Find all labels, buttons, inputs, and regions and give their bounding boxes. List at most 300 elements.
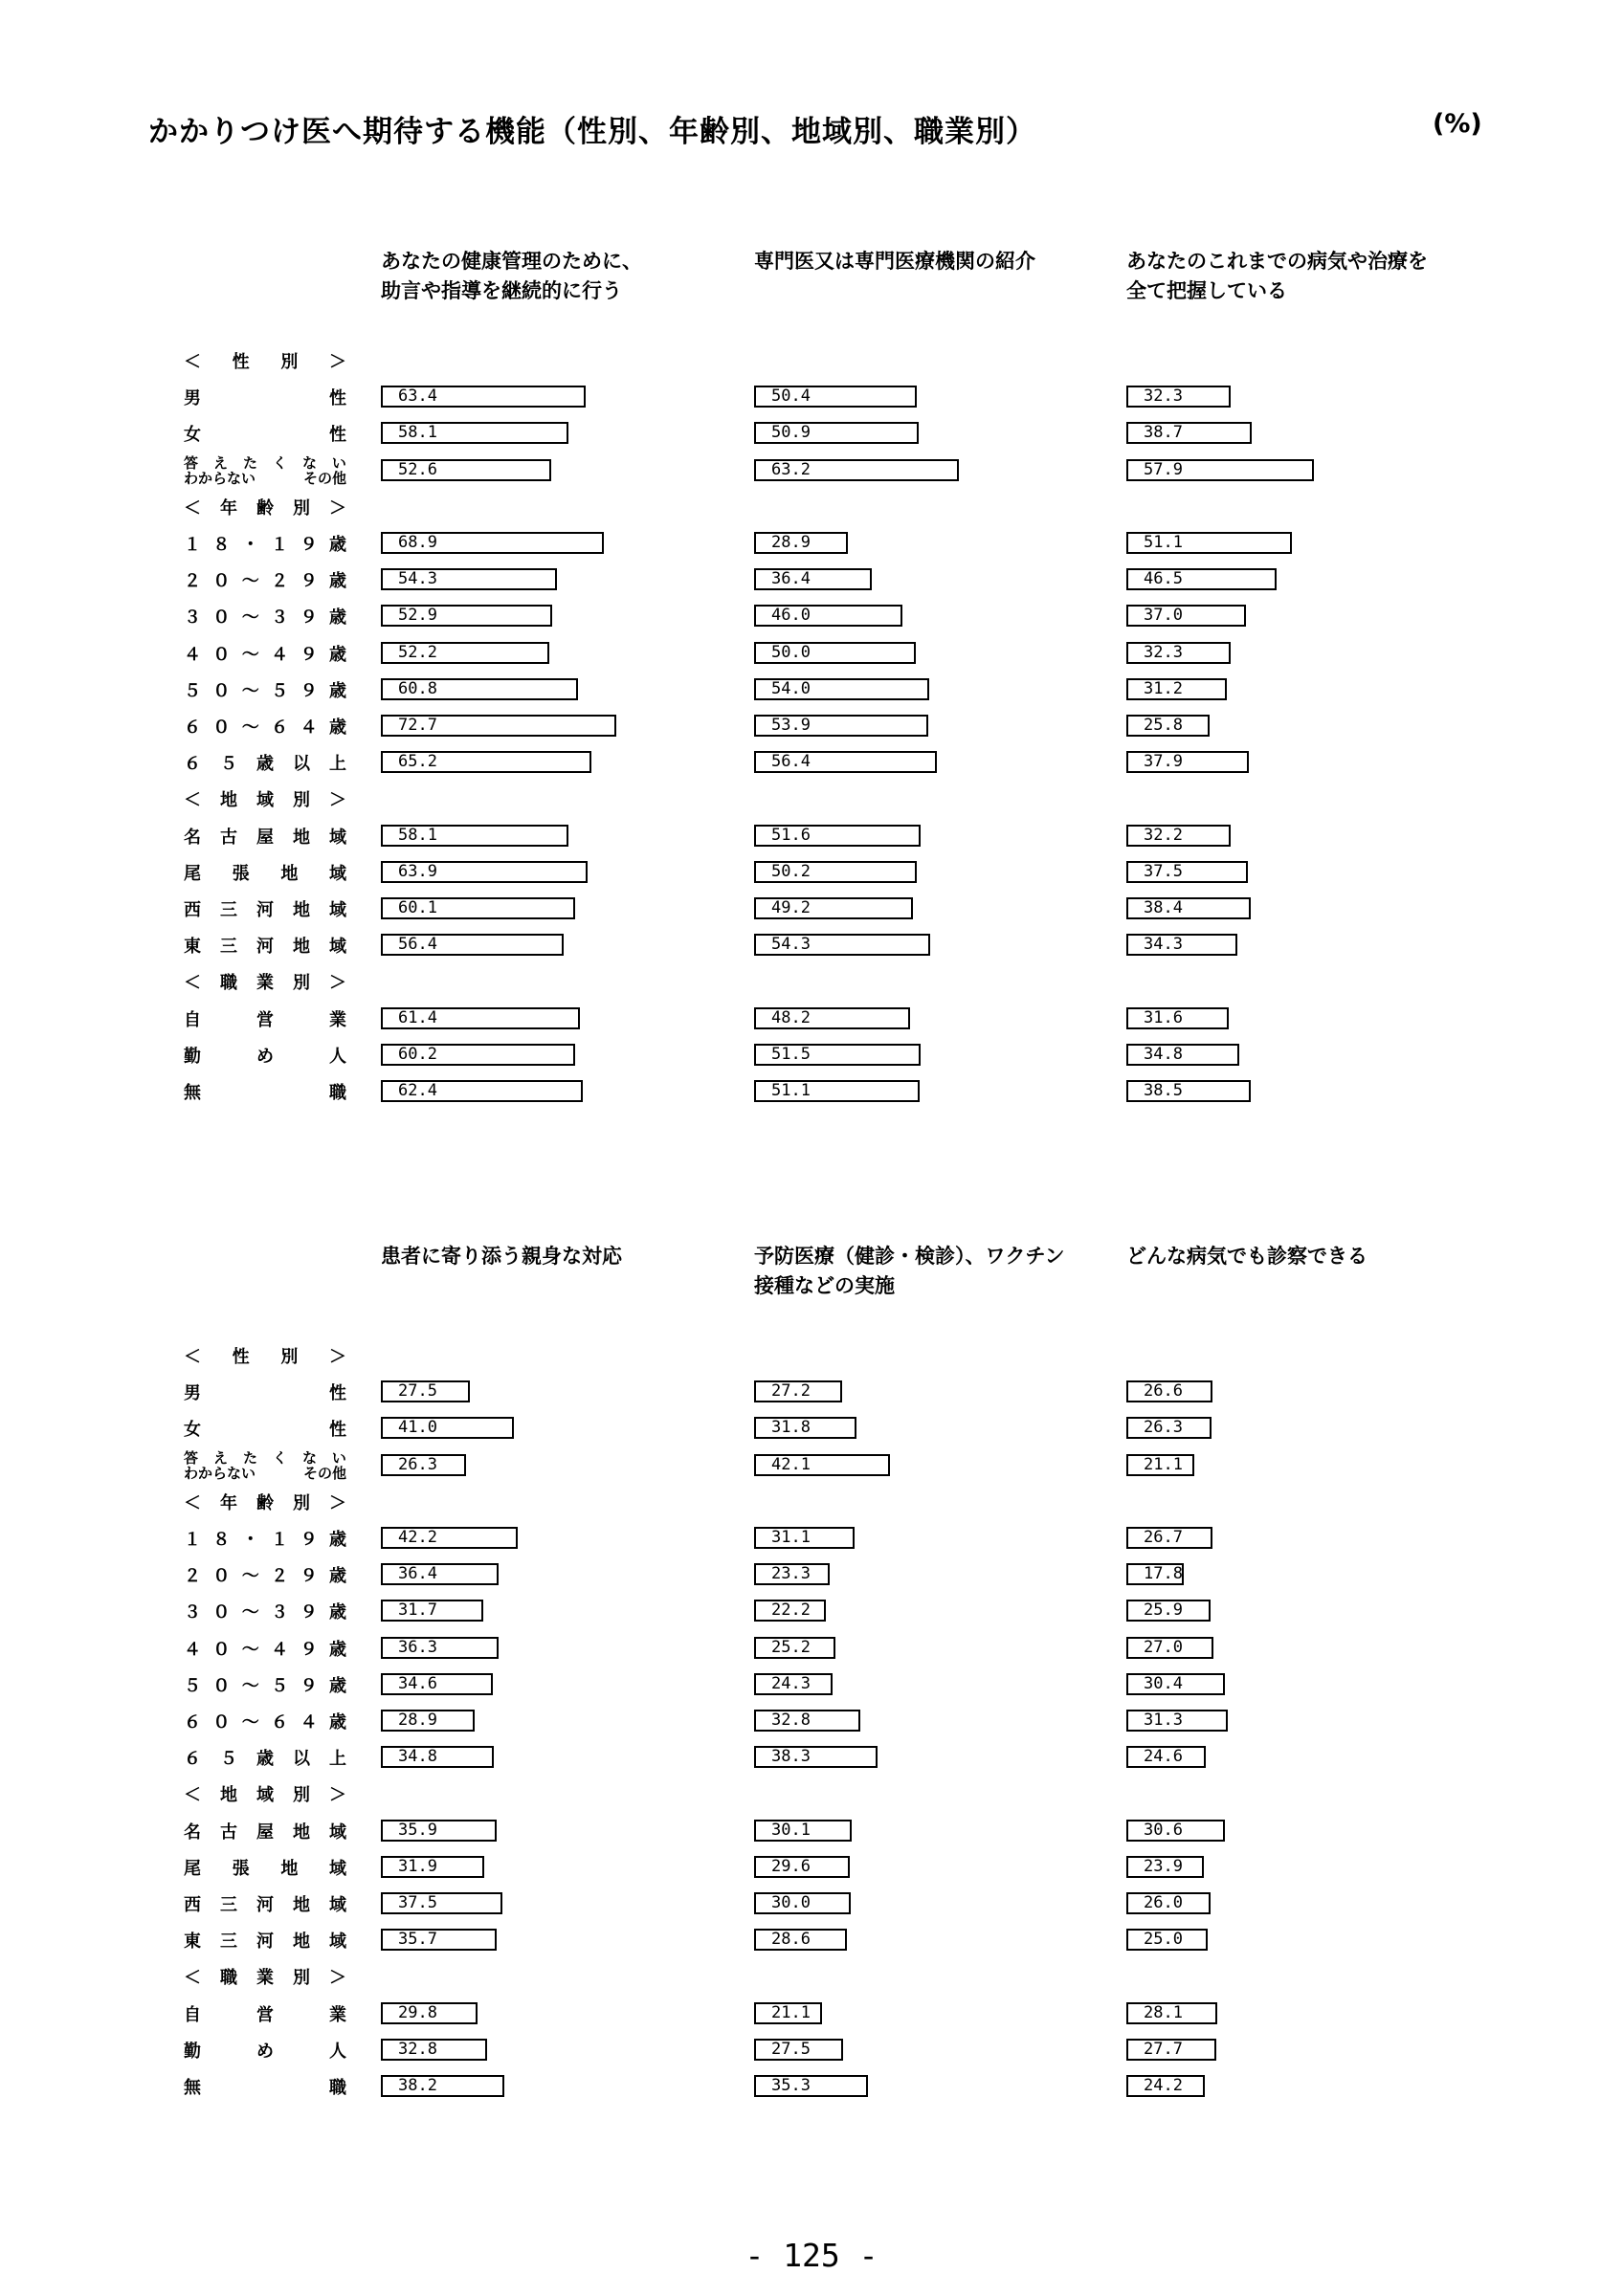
label-char: 三	[220, 1932, 237, 1953]
label-char: 地	[293, 1932, 310, 1953]
label-char: ＜	[184, 1492, 201, 1513]
bar	[754, 861, 917, 883]
bar	[381, 1417, 514, 1439]
label-char: 歳	[256, 754, 274, 775]
label-char: 歳	[328, 680, 346, 701]
bar-value: 63.4	[398, 386, 437, 407]
bar-value: 56.4	[398, 935, 437, 955]
bar-value: 28.9	[398, 1711, 437, 1730]
label-char: 張	[232, 863, 250, 884]
bar-value: 51.1	[771, 1081, 811, 1100]
bar	[754, 1892, 851, 1914]
bar	[1126, 1892, 1211, 1914]
label-char: ５	[271, 680, 289, 701]
bar-value: 32.2	[1144, 825, 1183, 845]
data-row	[0, 2032, 1623, 2068]
bar-value: 24.6	[1144, 1747, 1183, 1767]
label-char: 性	[329, 1420, 346, 1441]
bar-value: 48.2	[771, 1007, 811, 1027]
bar-value: 60.2	[398, 1044, 437, 1064]
bar-value: 63.2	[771, 459, 811, 479]
bar	[381, 1563, 499, 1585]
bar-value: 31.7	[398, 1601, 437, 1621]
data-row	[0, 1447, 1623, 1484]
label-char: 上	[329, 1749, 346, 1770]
bar	[1126, 1380, 1212, 1402]
label-char: ９	[300, 607, 318, 629]
label-char: 営	[256, 1009, 274, 1030]
bar	[381, 1007, 580, 1029]
label-char: ５	[184, 680, 201, 701]
label-char: 性	[329, 1383, 346, 1404]
label-char: 西	[184, 900, 201, 920]
label-char: ６	[184, 1712, 201, 1733]
label-char: 地	[293, 827, 310, 848]
bar	[1126, 1417, 1212, 1439]
bar	[381, 1454, 466, 1476]
label-char: ２	[184, 1566, 201, 1587]
row-label	[184, 933, 346, 958]
bar	[1126, 751, 1249, 773]
row-label	[184, 1855, 346, 1880]
label-char: ６	[184, 1749, 201, 1770]
bar	[381, 715, 616, 737]
bar	[754, 1929, 847, 1951]
row-label	[184, 604, 346, 629]
label-char: ４	[271, 1639, 289, 1660]
bar	[381, 1892, 502, 1914]
data-row	[0, 1849, 1623, 1886]
label-char: ０	[212, 571, 231, 592]
bar-value: 26.7	[1144, 1528, 1183, 1547]
bar-value: 28.9	[771, 533, 811, 552]
bar-value: 31.9	[398, 1856, 437, 1876]
group-label	[184, 1781, 346, 1806]
row-label	[184, 1416, 346, 1441]
bar	[1126, 459, 1314, 481]
bar	[381, 825, 568, 847]
bar	[1126, 642, 1231, 664]
label-char: 自	[184, 2004, 201, 2025]
label-char: ３	[271, 1602, 289, 1623]
label-char: 女	[184, 1420, 201, 1441]
bar-value: 38.5	[1144, 1081, 1183, 1100]
label-char: 地	[293, 937, 310, 958]
label-char: 歳	[328, 571, 346, 592]
label-char: ０	[212, 718, 231, 738]
bar	[381, 934, 564, 956]
bar-value: 54.0	[771, 678, 811, 698]
bar-value: 24.3	[771, 1673, 811, 1693]
label-char: な	[301, 453, 317, 472]
label-char: ９	[300, 644, 318, 665]
data-row	[0, 1922, 1623, 1958]
label-char: 尾	[184, 1858, 201, 1879]
label-char: 域	[329, 1895, 346, 1915]
bar-value: 26.3	[1144, 1418, 1183, 1438]
series-header	[381, 247, 642, 306]
label-char: 歳	[328, 1639, 346, 1660]
bar-value: 63.9	[398, 861, 437, 881]
series-header	[754, 247, 1035, 276]
label-char: 域	[329, 1932, 346, 1953]
label-char: 名	[184, 827, 201, 848]
bar-value: 26.6	[1144, 1381, 1183, 1402]
data-row	[0, 1667, 1623, 1703]
label-char: た	[242, 453, 257, 472]
row-label	[184, 1043, 346, 1068]
series-header-line: 接種などの実施	[754, 1274, 895, 1297]
label-char: ０	[212, 1639, 231, 1660]
label-char: １	[271, 535, 289, 555]
label-char: 自	[184, 1009, 201, 1030]
label-char: ６	[271, 1712, 289, 1733]
label-char: く	[272, 1448, 287, 1467]
row-label	[184, 1079, 346, 1104]
bar-value: 46.5	[1144, 569, 1183, 589]
group-label	[184, 1343, 346, 1368]
label-char: ０	[212, 1566, 231, 1587]
label-char: ５	[271, 1675, 289, 1696]
bar	[754, 1820, 852, 1842]
bar-value: 30.0	[771, 1893, 811, 1912]
bar	[1126, 2039, 1216, 2061]
bar-value: 32.3	[1144, 386, 1183, 407]
bar	[1126, 1710, 1228, 1732]
data-row	[0, 1886, 1623, 1922]
label-char: ９	[300, 1566, 318, 1587]
group-label	[184, 1490, 346, 1514]
label-char: 地	[220, 790, 237, 811]
bar-value: 31.1	[771, 1528, 811, 1547]
label-char: 域	[328, 863, 346, 884]
bar-value: 50.4	[771, 386, 811, 407]
data-row	[0, 525, 1623, 562]
label-char: 地	[280, 1858, 299, 1879]
data-row	[0, 1630, 1623, 1667]
bar	[381, 1673, 493, 1695]
data-row	[0, 415, 1623, 452]
label-char: 性	[232, 1347, 250, 1367]
bar	[754, 1527, 855, 1549]
label-char: ３	[184, 1602, 201, 1623]
series-header-line: 助言や指導を継続的に行う	[381, 279, 622, 302]
label-char: ２	[271, 571, 289, 592]
bar-value: 27.7	[1144, 2039, 1183, 2059]
label-char: ４	[300, 718, 318, 738]
label-char: 古	[220, 827, 237, 848]
bar	[381, 532, 604, 554]
label-char: ０	[212, 1712, 231, 1733]
bar-value: 62.4	[398, 1081, 437, 1100]
group-label	[184, 495, 346, 519]
data-row	[0, 453, 1623, 489]
label-char: 屋	[256, 827, 274, 848]
bar-value: 61.4	[398, 1007, 437, 1027]
label-char: 業	[329, 1009, 346, 1030]
label-char: 性	[232, 352, 250, 372]
bar-value: 36.4	[771, 569, 811, 589]
bar-value: 26.3	[398, 1454, 437, 1474]
label-char: ５	[184, 1675, 201, 1696]
label-char: 域	[256, 1785, 274, 1806]
data-row	[0, 598, 1623, 634]
bar	[1126, 715, 1210, 737]
label-char: 域	[328, 1858, 346, 1879]
label-char: ６	[271, 718, 289, 738]
bar-value: 34.8	[398, 1747, 437, 1767]
bar	[381, 751, 591, 773]
data-row	[0, 1410, 1623, 1446]
bar-value: 41.0	[398, 1418, 437, 1438]
bar	[381, 1746, 494, 1768]
row-label	[184, 1672, 346, 1697]
label-char: ９	[300, 571, 318, 592]
label-char: ８	[212, 1530, 231, 1550]
bar-value: 54.3	[771, 935, 811, 955]
row-label	[184, 421, 346, 446]
label-char: 男	[184, 388, 201, 409]
bar	[754, 1080, 920, 1102]
bar-value: 57.9	[1144, 459, 1183, 479]
bar	[381, 1820, 497, 1842]
label-char: わからない	[184, 1464, 256, 1482]
chart-panel-2	[0, 1234, 1623, 2114]
bar-value: 27.5	[771, 2039, 811, 2059]
label-char: 年	[220, 497, 237, 519]
label-char: 域	[329, 937, 346, 958]
bar-value: 50.2	[771, 861, 811, 881]
label-char: 男	[184, 1383, 201, 1404]
bar	[754, 825, 921, 847]
row-label	[184, 1928, 346, 1953]
label-char: 業	[256, 973, 274, 994]
bar-value: 27.0	[1144, 1637, 1183, 1657]
label-char: その他	[302, 1464, 346, 1482]
label-char: 地	[280, 863, 299, 884]
label-char: 性	[329, 425, 346, 446]
label-char: ６	[184, 754, 201, 775]
bar-value: 29.6	[771, 1856, 811, 1876]
label-char: ２	[184, 571, 201, 592]
label-char: え	[212, 453, 228, 472]
data-row	[0, 1073, 1623, 1110]
bar	[754, 605, 902, 627]
series-header-line: どんな病気でも診察できる	[1126, 1245, 1367, 1268]
bar-value: 51.5	[771, 1044, 811, 1064]
bar-value: 42.2	[398, 1528, 437, 1547]
group-header-row	[0, 489, 1623, 525]
group-header-row	[0, 781, 1623, 817]
label-char: 張	[232, 1858, 250, 1879]
row-label	[184, 896, 346, 921]
bar	[1126, 825, 1231, 847]
bar	[754, 715, 928, 737]
bar	[381, 2039, 487, 2061]
row-label	[184, 1819, 346, 1843]
bar-value: 36.4	[398, 1564, 437, 1584]
row-label-line	[184, 1466, 346, 1481]
label-char: 地	[293, 900, 310, 920]
series-header-line: 専門医又は専門医療機関の紹介	[754, 250, 1035, 273]
bar-value: 38.3	[771, 1747, 811, 1767]
data-row	[0, 1996, 1623, 2032]
label-char: ３	[184, 607, 201, 629]
bar-value: 31.8	[771, 1418, 811, 1438]
label-char: 年	[220, 1492, 237, 1513]
label-char: 三	[220, 937, 237, 958]
label-char: ９	[300, 1530, 318, 1550]
data-row	[0, 1813, 1623, 1849]
bar-value: 72.7	[398, 716, 437, 735]
bar-value: 56.4	[771, 752, 811, 772]
row-label	[184, 567, 346, 592]
bar-value: 60.8	[398, 678, 437, 698]
bar	[1126, 386, 1231, 408]
data-row	[0, 891, 1623, 927]
bar	[1126, 1856, 1204, 1878]
label-char: ＞	[329, 497, 346, 519]
bar	[754, 1746, 878, 1768]
series-header-line: 全て把握している	[1126, 279, 1287, 302]
group-label	[184, 348, 346, 373]
label-char: 職	[329, 2078, 346, 2098]
row-label-line	[184, 471, 346, 486]
label-char: 歳	[328, 607, 346, 629]
label-char: 歳	[328, 1712, 346, 1733]
bar	[381, 459, 551, 481]
group-header-row	[0, 1337, 1623, 1374]
label-char: ＜	[184, 1347, 201, 1367]
bar	[754, 678, 929, 700]
label-char: 女	[184, 425, 201, 446]
bar	[1126, 897, 1251, 919]
bar-value: 30.6	[1144, 1820, 1183, 1840]
label-char: ＞	[328, 1347, 346, 1367]
bar-value: 21.1	[771, 2002, 811, 2022]
data-row	[0, 2068, 1623, 2105]
bar	[1126, 2075, 1205, 2097]
series-header	[754, 1242, 1064, 1301]
bar-value: 46.0	[771, 606, 811, 626]
bar	[754, 1044, 921, 1066]
label-char: ＜	[184, 790, 201, 811]
bar	[1126, 1820, 1225, 1842]
bar	[1126, 532, 1292, 554]
label-char: ０	[212, 680, 231, 701]
page-title: かかりつけ医へ期待する機能（性別、年齢別、地域別、職業別）	[148, 115, 1036, 149]
bar-value: 28.1	[1144, 2002, 1183, 2022]
label-char: 歳	[328, 1675, 346, 1696]
bar-value: 34.3	[1144, 935, 1183, 955]
bar-value: 27.2	[771, 1381, 811, 1402]
bar-value: 36.3	[398, 1637, 437, 1657]
label-char: 歳	[256, 1749, 274, 1770]
label-char: ０	[212, 1675, 231, 1696]
bar	[381, 422, 568, 444]
label-char: い	[331, 453, 346, 472]
bar	[754, 1673, 833, 1695]
bar-value: 68.9	[398, 533, 437, 552]
bar	[381, 568, 557, 590]
chart-panel-1	[0, 239, 1623, 1119]
bar	[1126, 1600, 1211, 1622]
row-label-line	[184, 455, 346, 471]
row-label	[184, 1709, 346, 1733]
bar-value: 37.0	[1144, 606, 1183, 626]
label-char: 東	[184, 937, 201, 958]
label-char: ・	[241, 535, 259, 555]
data-row	[0, 1037, 1623, 1073]
bar	[381, 1080, 583, 1102]
bar-value: 31.6	[1144, 1007, 1183, 1027]
bar-value: 60.1	[398, 898, 437, 917]
label-char: ９	[300, 680, 318, 701]
label-char: １	[271, 1530, 289, 1550]
label-char: 歳	[328, 1602, 346, 1623]
label-char: 地	[293, 1895, 310, 1915]
bar	[754, 422, 919, 444]
bar-value: 22.2	[771, 1601, 811, 1621]
bar	[1126, 1044, 1239, 1066]
group-label	[184, 786, 346, 811]
unit-label: (%)	[1433, 109, 1482, 139]
bar	[754, 1856, 850, 1878]
row-label	[184, 1636, 346, 1661]
label-char: ０	[212, 644, 231, 665]
label-char: 上	[329, 754, 346, 775]
label-char: 三	[220, 900, 237, 920]
row-label	[184, 1891, 346, 1916]
label-char: ＞	[328, 352, 346, 372]
data-row	[0, 1520, 1623, 1556]
label-char: ～	[241, 571, 259, 592]
row-label	[184, 385, 346, 409]
bar	[754, 1710, 860, 1732]
label-char: 河	[256, 937, 274, 958]
row-label	[184, 677, 346, 702]
bar-value: 31.3	[1144, 1711, 1183, 1730]
bar	[754, 1417, 856, 1439]
bar	[381, 1637, 499, 1659]
label-char: 別	[280, 1347, 299, 1367]
bar	[754, 897, 913, 919]
label-char: 人	[329, 2041, 346, 2062]
bar-value: 37.5	[398, 1893, 437, 1912]
series-header-line: 予防医療（健診・検診）、ワクチン	[754, 1245, 1065, 1268]
label-char: 別	[293, 1785, 310, 1806]
series-header	[1126, 247, 1428, 306]
bar	[381, 1380, 470, 1402]
label-char: ～	[241, 607, 259, 629]
label-char: ４	[271, 644, 289, 665]
group-header-row	[0, 342, 1623, 379]
bar	[754, 2039, 843, 2061]
bar	[754, 386, 917, 408]
bar-value: 50.9	[771, 423, 811, 443]
label-char: 人	[329, 1046, 346, 1067]
bar	[1126, 605, 1246, 627]
label-char: 歳	[328, 644, 346, 665]
data-row	[0, 854, 1623, 891]
label-char: ３	[271, 607, 289, 629]
row-label	[184, 1448, 346, 1483]
bar	[381, 2075, 504, 2097]
label-char: その他	[302, 469, 346, 487]
label-char: ９	[300, 1602, 318, 1623]
bar	[754, 1380, 842, 1402]
data-row	[0, 1374, 1623, 1410]
